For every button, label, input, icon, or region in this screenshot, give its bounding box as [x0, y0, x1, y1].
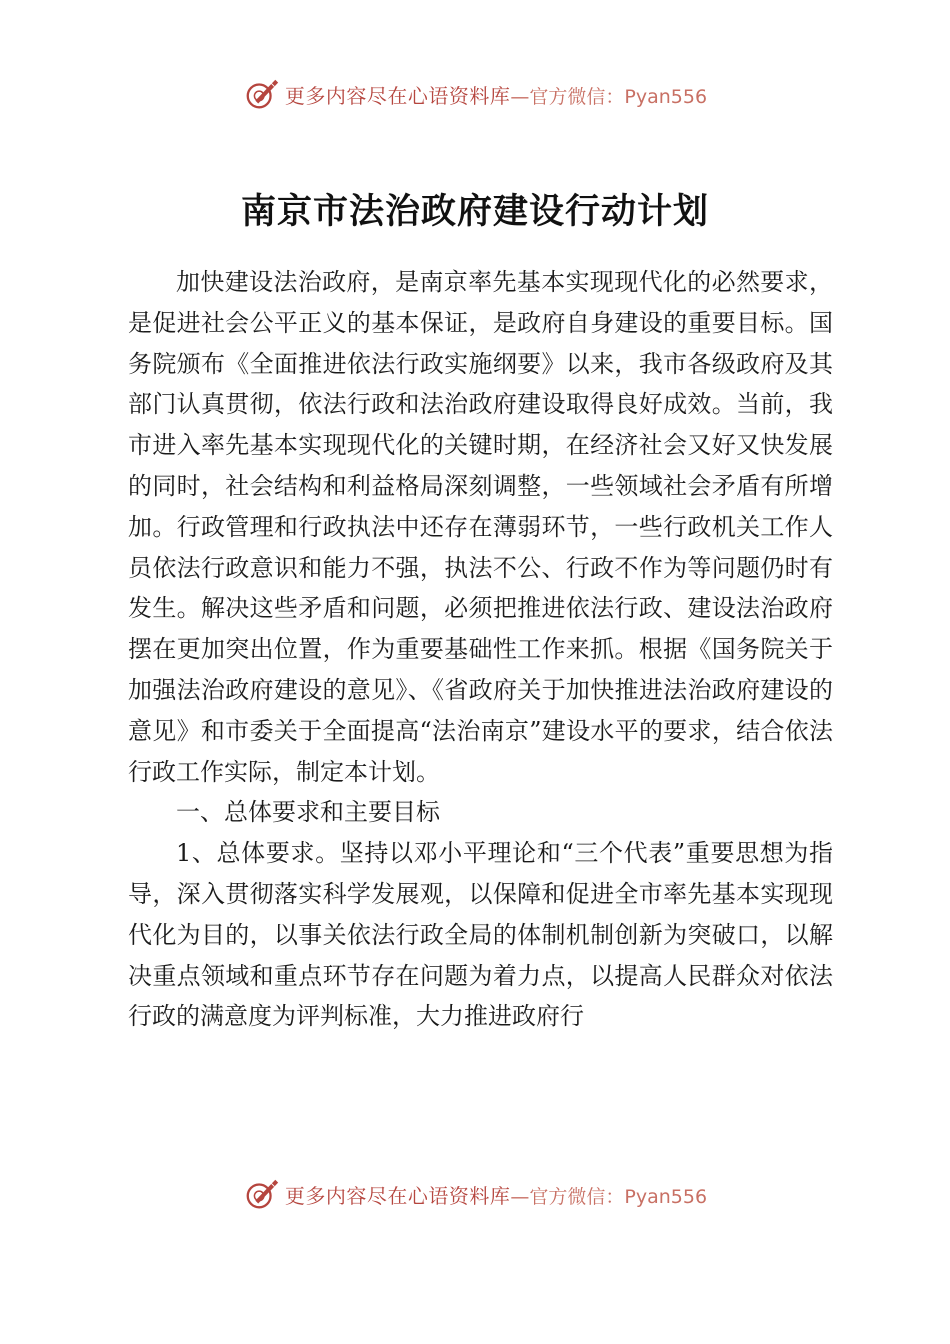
watermark-promo-text: 更多内容尽在心语资料库	[284, 83, 511, 108]
paragraph-requirements: 1、总体要求。坚持以邓小平理论和“三个代表”重要思想为指导，深入贯彻落实科学发展观，以保障和促进全市率先基本实现现代化为目的，以事关依法行政全局的体制机制创新为突破口，以解决重点领域和重点环节存在问题为着力点，以提高人民群众对依法行政的满意度为评判标准，大力推进政府行	[128, 839, 833, 1031]
header-watermark-banner	[0, 72, 950, 116]
quill-pen-logo-icon	[243, 75, 281, 113]
watermark-promo-text: 更多内容尽在心语资料库	[284, 1183, 511, 1208]
quill-pen-logo-icon	[243, 1175, 281, 1213]
document-body	[128, 262, 833, 1037]
section-heading: 一、总体要求和主要目标	[176, 798, 440, 827]
footer-watermark-banner	[0, 1172, 950, 1216]
watermark-contact-text: —官方微信：Pyan556	[510, 85, 708, 108]
watermark-contact-text: —官方微信：Pyan556	[510, 1185, 708, 1208]
document-title: 南京市法治政府建设行动计划	[240, 192, 709, 232]
paragraph-intro: 加快建设法治政府，是南京率先基本实现现代化的必然要求，是促进社会公平正义的基本保证，是政府自身建设的重要目标。国务院颁布《全面推进依法行政实施纲要》以来，我市各级政府及其部门认真贯彻，依法行政和法治政府建设取得良好成效。当前，我市进入率先基本实现现代化的关键时期，在经济社会又好又快发展的同时，社会结构和利益格局深刻调整，一些领域社会矛盾有所增加。行政管理和行政执法中还存在薄弱环节，一些行政机关工作人员依法行政意识和能力不强，执法不公、行政不作为等问题仍时有发生。解决这些矛盾和问题，必须把推进依法行政、建设法治政府摆在更加突出位置，作为重要基础性工作来抓。根据《国务院关于加强法治政府建设的意见》、《省政府关于加快推进法治政府建设的意见》和市委关于全面提高“法治南京”建设水平的要求，结合依法行政工作实际，制定本计划。	[128, 268, 833, 786]
